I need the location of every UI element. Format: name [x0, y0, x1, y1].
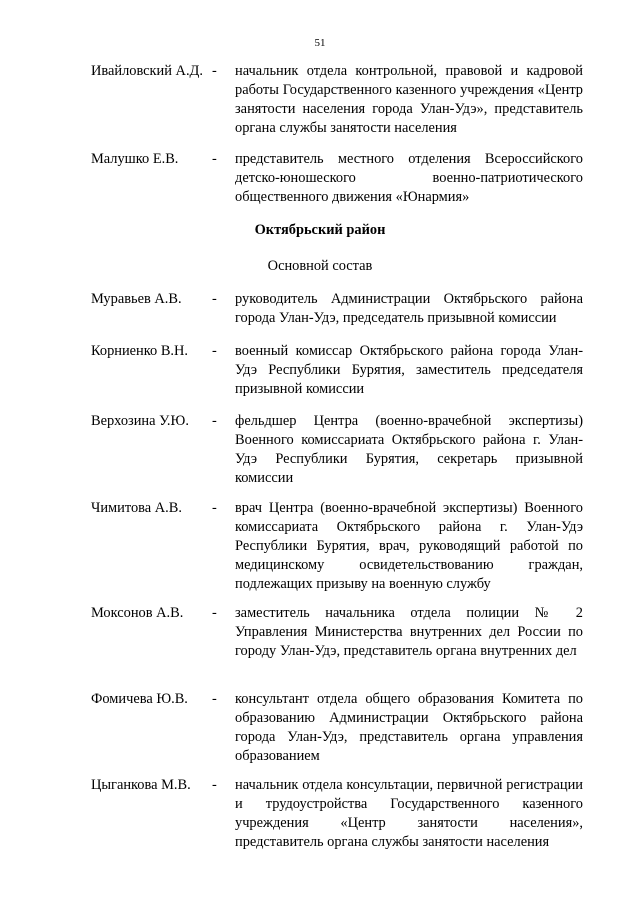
separator-dash: - [212, 605, 217, 621]
member-description: врач Центра (военно-врачебной экспертизы) Военного комиссариата Октябрьского района г. Улан-Удэ Республики Бурятия, врач, руководящий работой по медицинскому освидетельствованию граждан, подлежащих призыву на военную службу [235, 500, 583, 592]
separator-dash: - [212, 291, 217, 307]
member-name: Моксонов А.В. [91, 605, 184, 621]
member-description: представитель местного отделения Всероссийского детско-юношеского военно-патриотического общественного движения «Юнармия» [235, 151, 583, 205]
section-title: Октябрьский район [254, 222, 386, 238]
separator-dash: - [212, 63, 217, 79]
member-name: Верхозина У.Ю. [91, 413, 189, 429]
member-description: военный комиссар Октябрьского района города Улан-Удэ Республики Бурятия, заместитель председателя призывной комиссии [235, 343, 583, 397]
member-description: заместитель начальника отдела полиции № 2 Управления Министерства внутренних дел России по городу Улан-Удэ, представитель органа внутренних дел [235, 605, 583, 659]
member-name: Муравьев А.В. [91, 291, 182, 307]
member-name: Ивайловский А.Д. [91, 63, 203, 79]
separator-dash: - [212, 151, 217, 167]
member-name: Фомичева Ю.В. [91, 691, 188, 707]
member-name: Корниенко В.Н. [91, 343, 189, 359]
separator-dash: - [212, 691, 217, 707]
subsection-title: Основной состав [267, 258, 373, 274]
separator-dash: - [212, 500, 217, 516]
member-description: фельдшер Центра (военно-врачебной экспертизы) Военного комиссариата Октябрьского района г. Улан-Удэ Республики Бурятия, секретарь призывной комиссии [235, 413, 583, 486]
member-name: Малушко Е.В. [91, 151, 179, 167]
separator-dash: - [212, 413, 217, 429]
page-number: 51 [314, 37, 326, 49]
member-description: начальник отдела контрольной, правовой и кадровой работы Государственного казенного учреждения «Центр занятости населения города Улан-Удэ», представитель органа службы занятости населения [235, 63, 583, 136]
member-description: консультант отдела общего образования Комитета по образованию Администрации Октябрьского района города Улан-Удэ, представитель органа управления образованием [235, 691, 583, 764]
separator-dash: - [212, 343, 217, 359]
member-description: начальник отдела консультации, первичной регистрации и трудоустройства Государственного казенного учреждения «Центр занятости населения», представитель органа службы занятости населения [235, 777, 583, 850]
separator-dash: - [212, 777, 217, 793]
member-name: Чимитова А.В. [91, 500, 182, 516]
member-description: руководитель Администрации Октябрьского района города Улан-Удэ, председатель призывной комиссии [235, 291, 583, 326]
member-name: Цыганкова М.В. [91, 777, 191, 793]
